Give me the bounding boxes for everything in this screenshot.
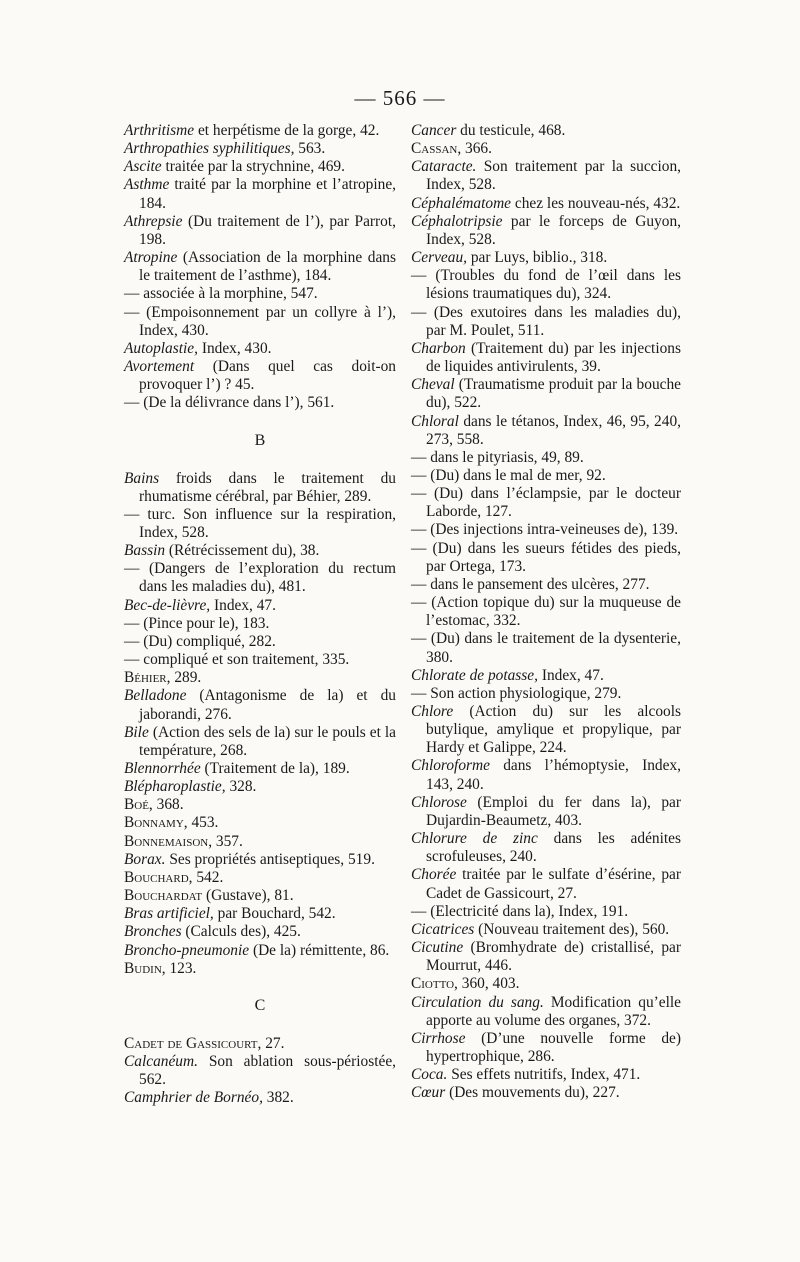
index-entry	[124, 796, 396, 814]
index-entry	[411, 485, 681, 521]
entry-text: 368.	[152, 796, 184, 814]
entry-text: (Bromhydrate de) cristallisé, par Mourrut, 446.	[426, 939, 681, 975]
entry-text: Index, 430.	[197, 339, 272, 357]
entry-heading: Bras artificiel,	[124, 905, 214, 923]
entry-text: Son ablation sous-périostée, 562.	[139, 1053, 396, 1089]
entry-text: 366.	[461, 140, 492, 158]
entry-heading: Cheval	[411, 376, 455, 394]
entry-text: 27.	[261, 1034, 285, 1052]
index-entry	[411, 413, 681, 449]
index-entry	[124, 158, 396, 176]
index-entry	[124, 249, 396, 285]
entry-text: (De la) rémittente, 86.	[249, 941, 390, 959]
entry-heading: Bonnamy,	[124, 814, 188, 832]
entry-text: Index, 47.	[537, 666, 604, 684]
entry-text: (Des mouvements du), 227.	[445, 1084, 620, 1102]
entry-heading: Camphrier de Bornéo,	[124, 1089, 263, 1107]
index-entry	[124, 724, 396, 760]
index-entry	[124, 615, 396, 633]
entry-text: (Rétrécissement du), 38.	[165, 542, 320, 560]
entry-text: traité par la morphine et l’atropine, 184.	[139, 176, 396, 212]
entry-text: (Dans quel cas doit-on provoquer l’) ? 45.	[139, 358, 396, 394]
index-entry	[411, 540, 681, 576]
index-entry	[124, 760, 396, 778]
entry-text: — (Du) dans le traitement de la dysenterie, 380.	[411, 630, 681, 666]
entry-text: 382.	[262, 1089, 294, 1107]
entry-heading: Blépharoplastie,	[124, 778, 226, 796]
index-entry	[411, 939, 681, 975]
entry-text: — (Des injections intra-veineuses de), 139.	[411, 521, 679, 539]
index-entry	[411, 975, 681, 993]
entry-text: 123.	[165, 959, 197, 977]
entry-text: — (Electricité dans la), Index, 191.	[411, 902, 629, 920]
index-entry	[411, 213, 681, 249]
entry-heading: Cicatrices	[411, 920, 475, 938]
entry-heading: Béhier,	[124, 669, 171, 687]
entry-heading: Borax.	[124, 850, 166, 868]
index-entries-b	[124, 470, 396, 978]
entry-text: — (Du) dans les sueurs fétides des pieds, par Ortega, 173.	[411, 539, 681, 575]
index-entry	[124, 778, 396, 796]
entry-heading: Arthritisme	[124, 122, 195, 139]
index-entry	[411, 158, 681, 194]
entry-text: — (Dangers de l’exploration du rectum dans les maladies du), 481.	[124, 560, 396, 596]
entry-heading: Cataracte.	[411, 158, 477, 176]
index-entry	[411, 1066, 681, 1084]
index-entry	[124, 506, 396, 542]
right-column	[411, 122, 681, 1102]
entry-text: — dans le pityriasis, 49, 89.	[411, 448, 584, 466]
entry-text: chez les nouveau-nés, 432.	[511, 194, 681, 212]
index-entry	[411, 903, 681, 921]
entry-heading: Boé,	[124, 796, 153, 814]
entry-text: 328.	[225, 778, 257, 796]
index-entry	[411, 576, 681, 594]
index-entry	[124, 960, 396, 978]
entry-text: traitée par la strychnine, 469.	[161, 158, 345, 176]
entry-heading: Cicutine	[411, 939, 464, 957]
entry-text: — (Du) dans l’éclampsie, par le docteur Laborde, 127.	[411, 485, 681, 521]
entry-text: Ses effets nutritifs, Index, 471.	[447, 1066, 641, 1084]
index-entry	[411, 866, 681, 902]
index-entry	[411, 794, 681, 830]
entry-text: — (Troubles du fond de l’œil dans les lésions traumatiques du), 324.	[411, 267, 681, 303]
index-entry	[411, 340, 681, 376]
entry-text: — (Action topique du) sur la muqueuse de l’estomac, 332.	[411, 594, 681, 630]
entry-text: 542.	[192, 868, 224, 886]
entry-heading: Atropine	[124, 249, 178, 267]
entry-text: du testicule, 468.	[456, 122, 566, 139]
index-entry	[124, 1089, 396, 1107]
index-entry	[411, 122, 681, 140]
entry-text: (Action du) sur les alcools butylique, amylique et propylique, par Hardy et Galippe, 224.	[426, 703, 681, 757]
entry-text: 360, 403.	[457, 975, 520, 993]
index-entry	[124, 340, 396, 358]
entry-heading: Bains	[124, 469, 160, 487]
entry-heading: Cadet de Gassicourt,	[124, 1034, 262, 1052]
entry-heading: Avortement	[124, 358, 195, 376]
entry-text: — (Des exutoires dans les maladies du), par M. Poulet, 511.	[411, 303, 681, 339]
entry-heading: Bronches	[124, 923, 182, 941]
index-entry	[411, 703, 681, 757]
entry-heading: Chorée	[411, 866, 457, 884]
entry-text: (Action des sels de la) sur le pouls et la température, 268.	[139, 723, 396, 759]
entry-heading: Coca.	[411, 1066, 448, 1084]
entry-heading: Ciotto,	[411, 975, 458, 993]
entry-heading: Céphalotripsie	[411, 212, 503, 230]
index-entry	[411, 994, 681, 1030]
entry-heading: Chloral	[411, 412, 459, 430]
index-entry	[124, 140, 396, 158]
entry-text: Modification qu’elle apporte au volume des organes, 372.	[426, 993, 681, 1029]
entry-heading: Cerveau,	[411, 249, 467, 267]
entry-heading: Cassan,	[411, 140, 462, 158]
entry-heading: Chlorose	[411, 793, 467, 811]
index-entry	[411, 304, 681, 340]
entry-text: froids dans le traitement du rhumatisme cérébral, par Béhier, 289.	[139, 469, 396, 505]
entry-text: Son traitement par la succion, Index, 528.	[426, 158, 681, 194]
entry-text: (Emploi du fer dans la), par Dujardin-Beaumetz, 403.	[426, 793, 681, 829]
entry-text: — (Pince pour le), 183.	[124, 614, 270, 632]
entry-text: par Bouchard, 542.	[213, 905, 336, 923]
entry-text: (Traitement du) par les injections de liquides antivirulents, 39.	[426, 339, 681, 376]
entry-text: (Nouveau traitement des), 560.	[474, 920, 670, 938]
section-heading-c: C	[254, 996, 266, 1014]
index-entry	[411, 594, 681, 630]
entry-heading: Circulation du sang.	[411, 993, 544, 1011]
entry-heading: Asthme	[124, 176, 170, 194]
index-entry	[124, 1035, 396, 1053]
entry-heading: Budin,	[124, 959, 166, 977]
index-entry	[124, 833, 396, 851]
index-entry	[124, 470, 396, 506]
entry-heading: Bonnemaison,	[124, 832, 213, 850]
index-entry	[411, 140, 681, 158]
index-entry	[124, 905, 396, 923]
index-entry	[124, 851, 396, 869]
entry-text: (Gustave), 81.	[202, 887, 294, 905]
index-entry	[124, 669, 396, 687]
entry-text: dans les adénites scrofuleuses, 240.	[426, 830, 681, 866]
index-entry	[411, 830, 681, 866]
entry-text: — (Du) dans le mal de mer, 92.	[411, 466, 606, 484]
entry-heading: Cancer	[411, 122, 457, 139]
entry-text: dans l’hémoptysie, Index, 143, 240.	[426, 757, 681, 793]
index-entry	[411, 376, 681, 412]
entry-heading: Bec-de-lièvre,	[124, 596, 211, 614]
entry-text: et herpétisme de la gorge, 42.	[194, 122, 380, 139]
index-entry	[124, 285, 396, 303]
index-entries-c	[124, 1035, 396, 1108]
index-entry	[411, 195, 681, 213]
entry-heading: Ascite	[124, 158, 162, 176]
entry-heading: Athrepsie	[124, 212, 183, 230]
entry-text: (Traumatisme produit par la bouche du), 522.	[426, 376, 681, 412]
entry-heading: Charbon	[411, 339, 466, 357]
index-entry	[411, 467, 681, 485]
entry-text: Index, 47.	[210, 596, 276, 614]
entry-text: (Traitement de la), 189.	[200, 760, 350, 777]
index-entries-right	[411, 122, 681, 1102]
entry-text: traitée par le sulfate d’ésérine, par Cadet de Gassicourt, 27.	[426, 866, 681, 902]
index-entry	[124, 358, 396, 394]
entry-text: — turc. Son influence sur la respiration, Index, 528.	[124, 505, 396, 541]
entry-heading: Chlorure de zinc	[411, 830, 538, 848]
entry-heading: Chlore	[411, 703, 454, 720]
entry-heading: Bassin	[124, 542, 166, 560]
entry-text: — Son action physiologique, 279.	[411, 684, 622, 702]
index-entry	[124, 814, 396, 832]
entry-heading: Autoplastie,	[124, 339, 198, 357]
index-entry	[411, 921, 681, 939]
entry-heading: Bouchardat	[124, 887, 203, 905]
entry-text: 289.	[170, 669, 202, 687]
section-heading-b: B	[254, 431, 266, 449]
entry-text: — compliqué et son traitement, 335.	[124, 651, 350, 669]
index-entry	[411, 1030, 681, 1066]
entry-heading: Broncho-pneumonie	[124, 941, 250, 959]
index-entry	[124, 651, 396, 669]
entry-text: 357.	[212, 832, 243, 850]
index-entry	[124, 869, 396, 887]
index-entry	[411, 449, 681, 467]
entry-text: (Du traitement de l’), par Parrot, 198.	[139, 212, 396, 248]
entry-text: (Antagonisme de la) et du jaborandi, 276.	[139, 687, 396, 723]
entry-text: — (Empoisonnement par un collyre à l’), Index, 430.	[124, 303, 396, 339]
entry-text: 563.	[294, 140, 326, 158]
left-column	[124, 122, 396, 1108]
entry-heading: Belladone	[124, 687, 187, 705]
entry-heading: Calcanéum.	[124, 1053, 198, 1071]
index-entry	[124, 923, 396, 941]
entry-heading: Céphalématome	[411, 194, 512, 212]
entry-text: Ses propriétés antiseptiques, 519.	[165, 850, 375, 868]
entry-heading: Arthropathies syphilitiques,	[124, 140, 295, 158]
index-entry	[124, 1053, 396, 1089]
entry-text: — associée à la morphine, 547.	[124, 285, 318, 303]
index-entry	[411, 1084, 681, 1102]
index-entries-a	[124, 122, 396, 413]
index-entry	[124, 597, 396, 615]
entry-heading: Bouchard,	[124, 868, 193, 886]
index-entry	[124, 633, 396, 651]
entry-heading: Bile	[124, 723, 149, 741]
entry-text: dans le tétanos, Index, 46, 95, 240, 273, 558.	[426, 412, 681, 448]
index-entry	[124, 394, 396, 412]
index-entry	[411, 521, 681, 539]
index-entry	[124, 213, 396, 249]
entry-text: 453.	[187, 814, 219, 832]
index-entry	[411, 685, 681, 703]
entry-heading: Blennorrhée	[124, 760, 201, 777]
entry-text: — dans le pansement des ulcères, 277.	[411, 575, 650, 593]
index-entry	[124, 560, 396, 596]
entry-text: (Calculs des), 425.	[181, 923, 301, 941]
index-entry	[124, 942, 396, 960]
index-entry	[411, 630, 681, 666]
entry-text: — (De la délivrance dans l’), 561.	[124, 394, 335, 412]
index-entry	[411, 757, 681, 793]
entry-heading: Chlorate de potasse,	[411, 666, 538, 684]
entry-heading: Chloroforme	[411, 757, 490, 775]
index-entry	[124, 542, 396, 560]
index-entry	[124, 304, 396, 340]
index-entry	[124, 887, 396, 905]
entry-text: — (Du) compliqué, 282.	[124, 632, 276, 650]
entry-heading: Cœur	[411, 1084, 446, 1102]
entry-text: (Association de la morphine dans le traitement de l’asthme), 184.	[139, 249, 396, 285]
page-number: — 566 —	[354, 86, 446, 110]
index-entry	[411, 267, 681, 303]
entry-text: par Luys, biblio., 318.	[467, 249, 608, 267]
entry-text: par le forceps de Guyon, Index, 528.	[426, 212, 681, 248]
index-entry	[411, 249, 681, 267]
index-entry	[124, 122, 396, 140]
entry-heading: Cirrhose	[411, 1029, 466, 1047]
index-entry	[124, 176, 396, 212]
entry-text: (D’une nouvelle forme de) hypertrophique, 286.	[426, 1029, 681, 1065]
index-entry	[124, 687, 396, 723]
index-entry	[411, 667, 681, 685]
